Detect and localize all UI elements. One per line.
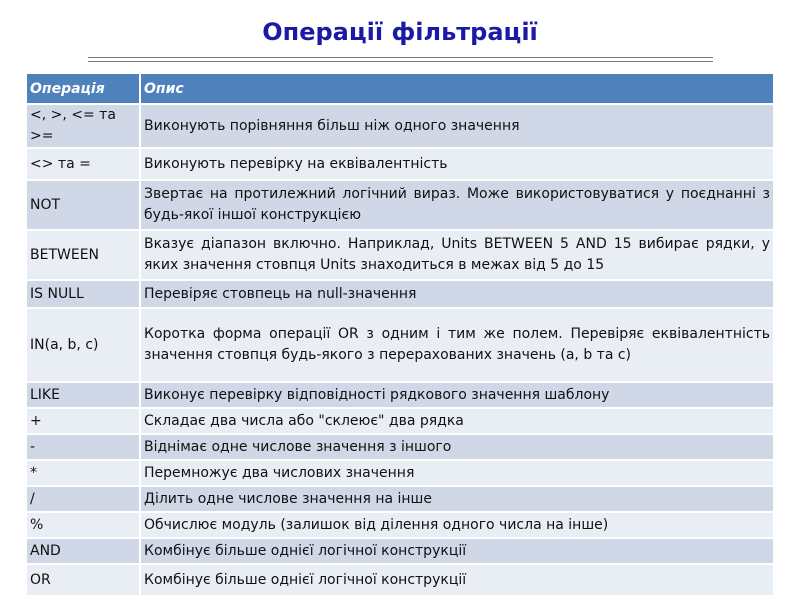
table-row bbox=[27, 309, 773, 381]
operation-cell: AND bbox=[27, 539, 139, 563]
description-cell: Комбінує більше однієї логічної конструкції bbox=[139, 539, 773, 563]
description-cell: Вказує діапазон включно. Наприклад, Units BETWEEN 5 AND 15 вибирає рядки, у яких значення стовпця Units знаходиться в межах від 5 до 15 bbox=[139, 231, 773, 279]
operation-cell: % bbox=[27, 513, 139, 537]
description-cell: Перевіряє стовпець на null-значення bbox=[139, 281, 773, 307]
table-row bbox=[27, 149, 773, 179]
description-cell: Комбінує більше однієї логічної конструкції bbox=[139, 565, 773, 595]
table-row bbox=[27, 281, 773, 307]
description-cell: Звертає на протилежний логічний вираз. Може використовуватися у поєднанні з будь-якої іншої конструкцією bbox=[139, 181, 773, 229]
operation-cell: - bbox=[27, 435, 139, 459]
operation-cell: IS NULL bbox=[27, 281, 139, 307]
column-header-operation: Операція bbox=[27, 74, 139, 103]
table-row bbox=[27, 461, 773, 485]
table-row bbox=[27, 383, 773, 407]
slide-title: Операції фільтрації bbox=[262, 18, 538, 46]
table-row bbox=[27, 565, 773, 595]
description-cell: Обчислює модуль (залишок від ділення одного числа на інше) bbox=[139, 513, 773, 537]
table-row bbox=[27, 105, 773, 147]
operation-cell: <> та = bbox=[27, 149, 139, 179]
operation-cell: BETWEEN bbox=[27, 231, 139, 279]
operation-cell: IN(a, b, c) bbox=[27, 309, 139, 381]
table-row bbox=[27, 409, 773, 433]
operation-cell: LIKE bbox=[27, 383, 139, 407]
operation-cell: * bbox=[27, 461, 139, 485]
table-row bbox=[27, 539, 773, 563]
title-divider bbox=[88, 57, 713, 62]
description-cell: Виконують перевірку на еквівалентність bbox=[139, 149, 773, 179]
column-header-description: Опис bbox=[139, 74, 773, 103]
description-cell: Ділить одне числове значення на інше bbox=[139, 487, 773, 511]
description-cell: Складає два числа або "склеює" два рядка bbox=[139, 409, 773, 433]
table-row bbox=[27, 181, 773, 229]
operation-cell: + bbox=[27, 409, 139, 433]
operation-cell: <, >, <= та >= bbox=[27, 105, 139, 147]
table-row bbox=[27, 513, 773, 537]
table-header-row bbox=[27, 74, 773, 103]
operation-cell: OR bbox=[27, 565, 139, 595]
description-cell: Коротка форма операції OR з одним і тим же полем. Перевіряє еквівалентність значення стовпця будь-якого з перерахованих значень (a, b та c) bbox=[139, 309, 773, 381]
operation-cell: NOT bbox=[27, 181, 139, 229]
table-row bbox=[27, 435, 773, 459]
filter-operations-table bbox=[27, 72, 773, 597]
description-cell: Виконують порівняння більш ніж одного значення bbox=[139, 105, 773, 147]
description-cell: Виконує перевірку відповідності рядкового значення шаблону bbox=[139, 383, 773, 407]
table-row bbox=[27, 231, 773, 279]
description-cell: Перемножує два числових значення bbox=[139, 461, 773, 485]
table-row bbox=[27, 487, 773, 511]
operation-cell: / bbox=[27, 487, 139, 511]
description-cell: Віднімає одне числове значення з іншого bbox=[139, 435, 773, 459]
